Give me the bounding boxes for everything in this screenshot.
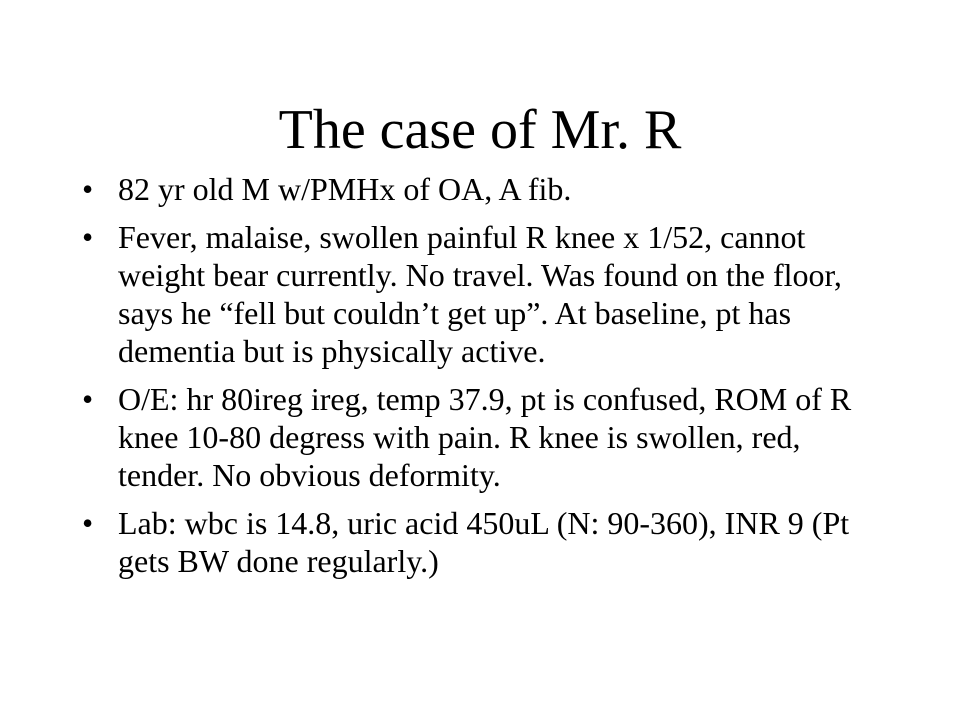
bullet-dot-icon: • — [82, 381, 94, 417]
bullet-list — [82, 170, 882, 590]
slide-title: The case of Mr. R — [278, 99, 682, 161]
bullet-dot-icon: • — [82, 219, 94, 255]
bullet-item-exam — [82, 380, 882, 494]
bullet-text: Fever, malaise, swollen painful R knee x 1/52, cannot weight bear currently. No travel. Was found on the floor, says he “fell but couldn’t get up”. At baseline, pt has dementia but is physically active. — [118, 219, 842, 369]
bullet-item-history — [82, 170, 882, 208]
bullet-item-presentation — [82, 218, 882, 370]
bullet-dot-icon: • — [82, 171, 94, 207]
bullet-dot-icon: • — [82, 505, 94, 541]
bullet-item-labs — [82, 504, 882, 580]
bullet-text: Lab: wbc is 14.8, uric acid 450uL (N: 90-360), INR 9 (Pt gets BW done regularly.) — [118, 505, 850, 579]
bullet-text: O/E: hr 80ireg ireg, temp 37.9, pt is confused, ROM of R knee 10-80 degress with pain. R knee is swollen, red, tender. No obvious deformity. — [118, 381, 852, 493]
bullet-text: 82 yr old M w/PMHx of OA, A fib. — [118, 171, 572, 207]
